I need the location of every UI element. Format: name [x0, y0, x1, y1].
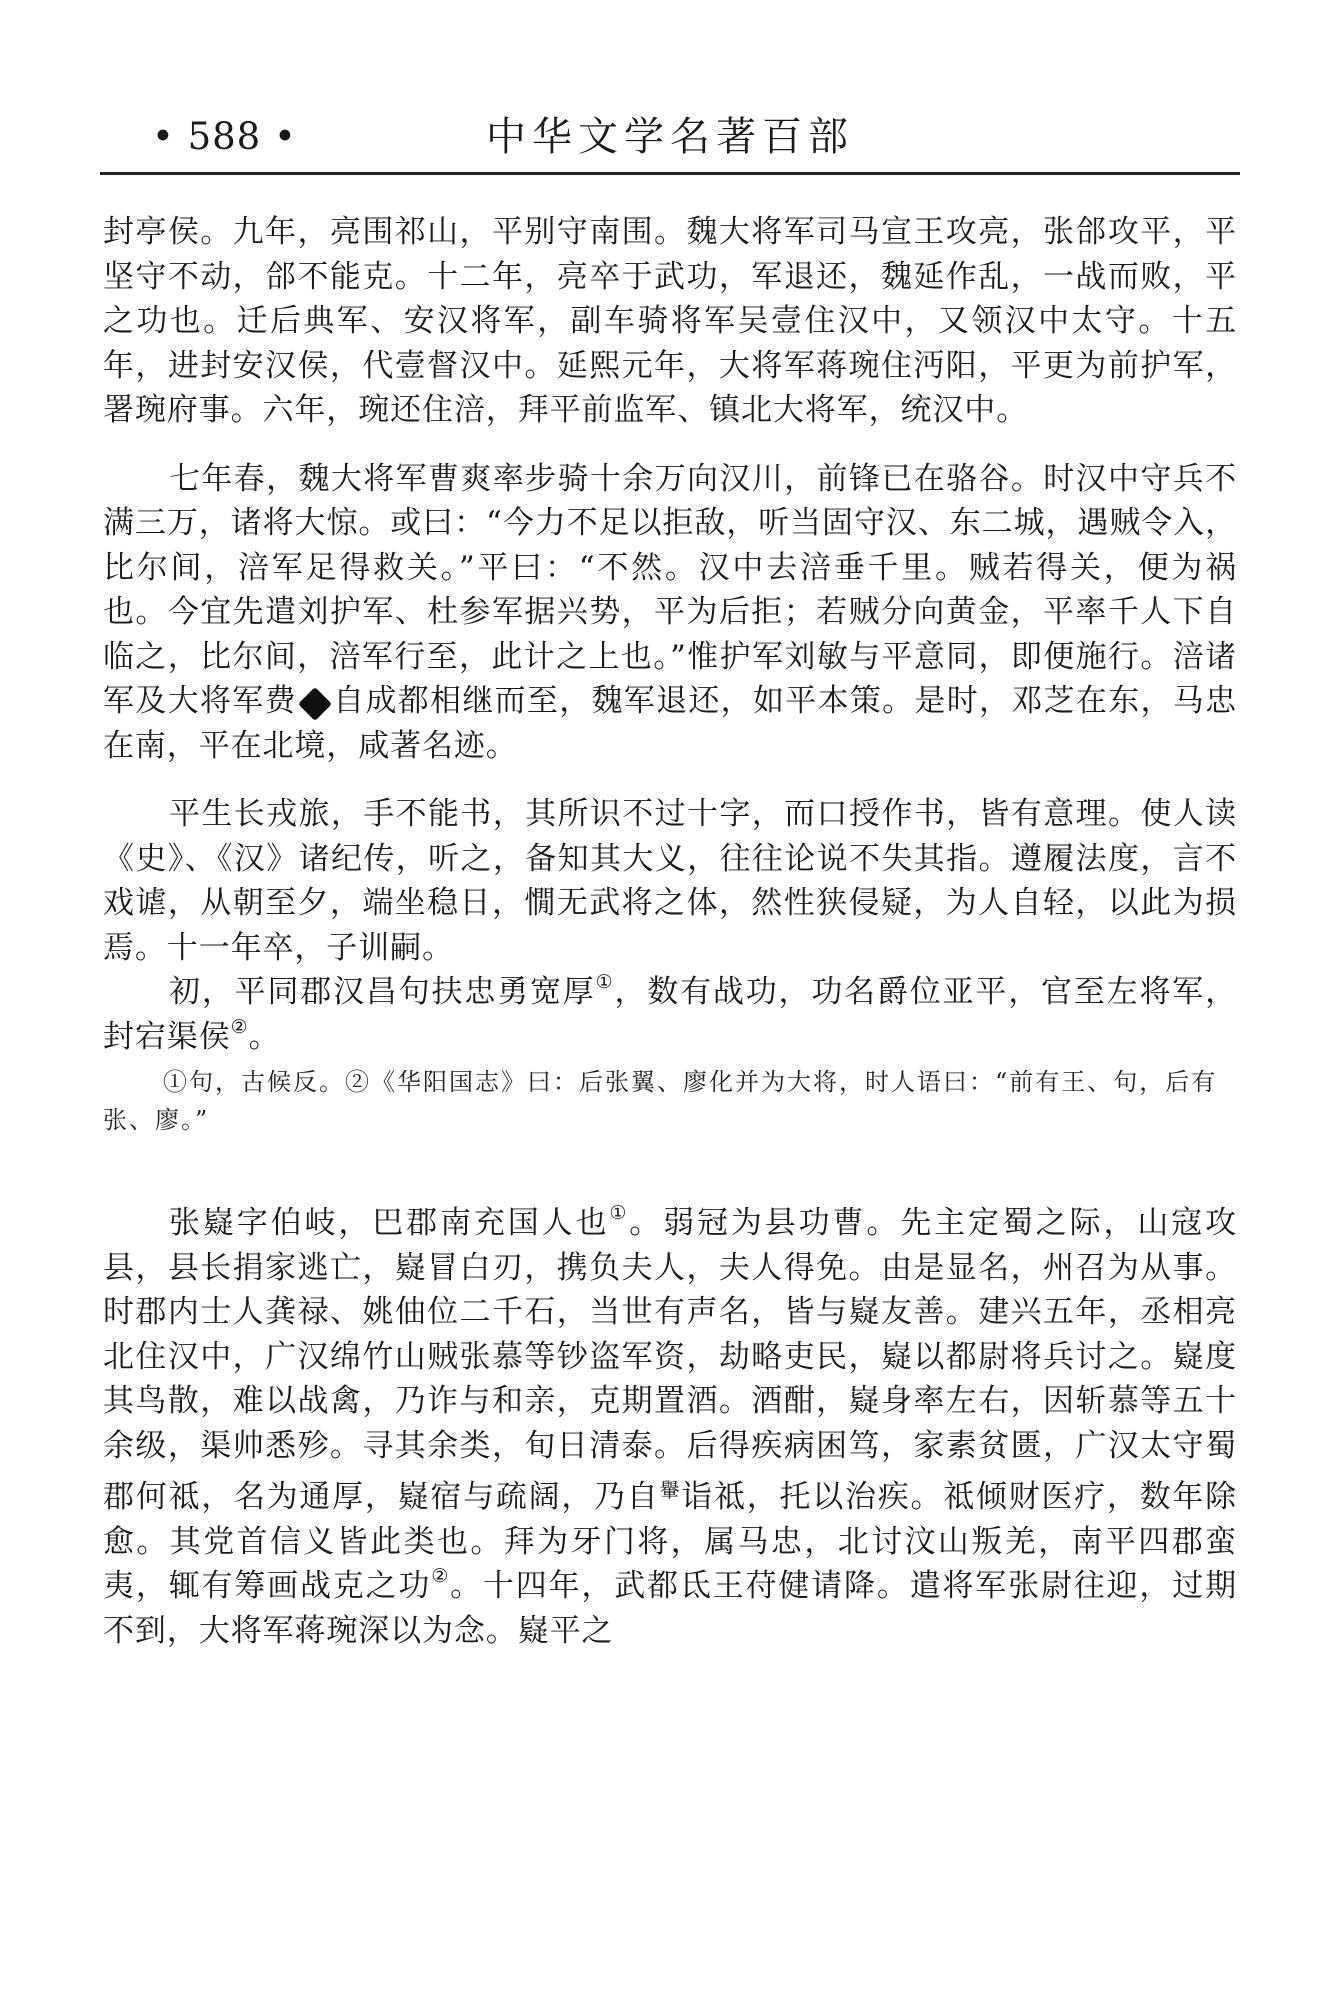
book-title: 中华文学名著百部: [486, 114, 854, 160]
paragraph-5-text-b: 。弱冠为县功曹。先主定蜀之际，山寇攻县，县长捐家逃亡，嶷冒白刃，携负夫人，夫人得免。由是显名，州召为从事。时郡内士人龚禄、姚伷位二千石，当世有声名，皆与嶷友善。建兴五年，丞相亮北住汉中，广汉绵竹山贼张慕等钞盗军资，劫略吏民，嶷以都尉将兵讨之。嶷度其鸟散，难以战禽，乃诈与和亲，克期置酒。酒酣，嶷身率左右，因斩慕等五十余级，渠帅悉殄。寻其余类，旬日清泰。后得疾病困笃，家素贫匮，广汉太守蜀郡何祗，名为通厚，嶷宿与疏阔，乃自: [103, 1205, 1238, 1515]
paragraph-2-text-a: 七年春，魏大将军曹爽率步骑十余万向汉川，前锋已在骆谷。时汉中守兵不满三万，诸将大惊。或曰：“今力不足以拒敌，听当固守汉、东二城，遇贼令入，比尔间，涪军足得救关。”平曰：“不然。汉中去涪垂千里。贼若得关，便为祸也。今宜先遣刘护军、杜参军据兴势，平为后拒；若贼分向黄金，平率千人下自临之，比尔间，涪军行至，此计之上也。”惟护军刘敏与平意同，即便施行。涪诸军及大将军费: [103, 460, 1237, 719]
page-header: [100, 108, 1240, 166]
annotation-note: ①句，古候反。②《华阳国志》曰：后张翼、廖化并为大将，时人语曰：“前有王、句，后有张、廖。”: [103, 1068, 1218, 1134]
paragraph-5-text-d: 。十四年，武都氐王苻健请降。遣将军张尉往迎，过期不到，大将军蒋琬深以为念。嶷平之: [103, 1568, 1237, 1649]
paragraph-2-text-b: 自成都相继而至，魏军退还，如平本策。是时，邓芝在东，马忠在南，平在北境，咸著名迹。: [103, 683, 1237, 764]
missing-glyph-icon: ?: [298, 687, 332, 721]
paragraph-5-text-c: 诣祗，托以治疾。祗倾财医疗，数年除愈。其党首信义皆此类也。拜为牙门将，属马忠，北讨汶山叛羌，南平四郡蛮夷，辄有筹画战克之功: [103, 1479, 1237, 1604]
page-body: [103, 210, 1237, 1653]
paragraph-5: [103, 1201, 1237, 1653]
footnote-ref-2: ②: [230, 1015, 249, 1038]
paragraph-4-text-a: 初，平同郡汉昌句扶忠勇宽厚: [169, 974, 596, 1010]
header-rule: [100, 172, 1240, 175]
paragraph-4-text-c: 。: [248, 1018, 281, 1055]
section-divider-space: [103, 1139, 1237, 1201]
footnote-ref-4: ②: [431, 1565, 451, 1587]
footnote-ref-1: ①: [595, 971, 615, 993]
paragraph-1: 封亭侯。九年，亮围祁山，平别守南围。魏大将军司马宣王攻亮，张郃攻平，平坚守不动，郃不能克。十二年，亮卒于武功，军退还，魏延作乱，一战而败，平之功也。迁后典军、安汉将军，副车骑将军吴壹住汉中，又领汉中太守。十五年，进封安汉侯，代壹督汉中。延熙元年，大将军蒋琬住沔阳，平更为前护军，署琬府事。六年，琬还住涪，拜平前监军、镇北大将军，统汉中。: [103, 214, 1237, 428]
paragraph-5-text-a: 张嶷字伯岐，巴郡南充国人也: [169, 1205, 610, 1241]
paragraph-4: [103, 970, 1237, 1059]
paragraph-4-text-b: ，数有战功，功名爵位亚平，官至左将军，封宕渠侯: [103, 974, 1238, 1055]
paragraph-2: [103, 457, 1237, 780]
paragraph-3: 平生长戎旅，手不能书，其所识不过十字，而口授作书，皆有意理。使人读《史》、《汉》诸纪传，听之，备知其大义，往往论说不失其指。遵履法度，言不戏谑，从朝至夕，端坐稳日，憪无武将之体，然性狭侵疑，为人自轻，以此为损焉。十一年卒，子训嗣。: [103, 796, 1237, 966]
rare-character: 轝: [659, 1478, 682, 1502]
footnote-ref-3: ①: [609, 1202, 630, 1224]
page-number: • 588 •: [152, 115, 297, 158]
